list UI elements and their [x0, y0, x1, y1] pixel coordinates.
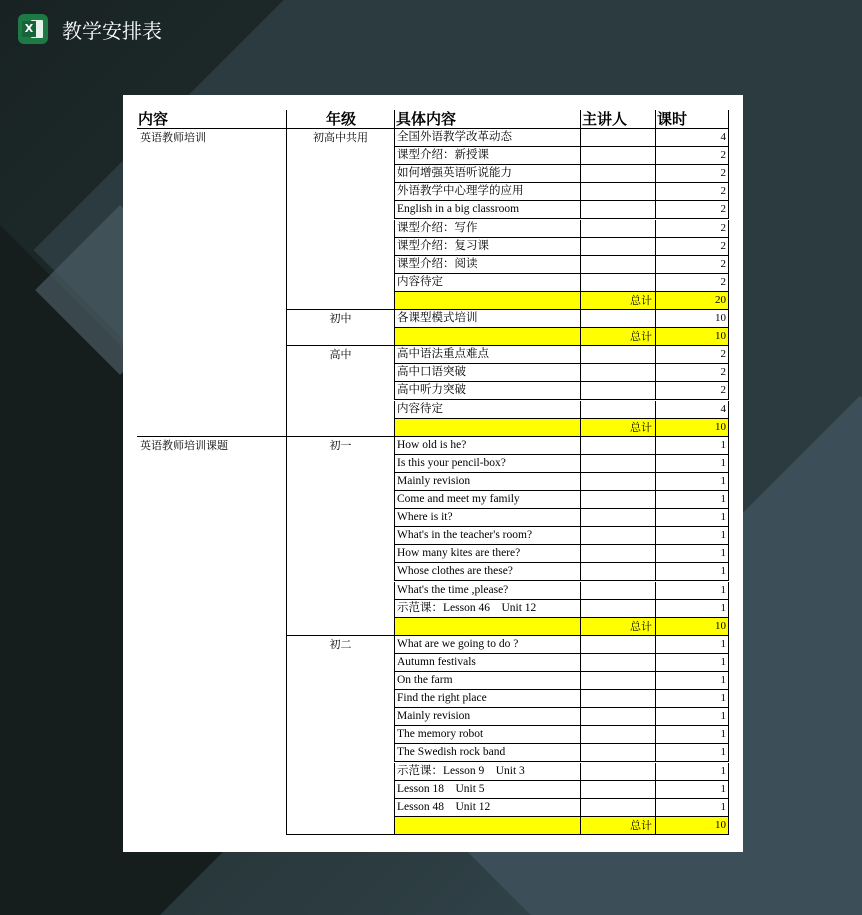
- subtotal-detail: [394, 419, 580, 437]
- table-row-detail: 内容待定: [394, 401, 580, 419]
- table-row-speaker: [580, 600, 655, 618]
- subtotal-label: 总计: [580, 328, 655, 346]
- table-row-detail: Find the right place: [394, 690, 580, 708]
- subtotal-label: 总计: [580, 292, 655, 310]
- table-row-speaker: [580, 382, 655, 400]
- table-row-speaker: [580, 491, 655, 509]
- table-row-hours: 1: [655, 491, 729, 509]
- table-row-hours: 1: [655, 708, 729, 726]
- table-row-hours: 2: [655, 165, 729, 183]
- table-row-detail: What's the time ,please?: [394, 582, 580, 600]
- table-row-speaker: [580, 708, 655, 726]
- table-row-speaker: [580, 672, 655, 690]
- table-row-detail: What are we going to do ?: [394, 636, 580, 654]
- grade-level: 高中: [286, 346, 394, 437]
- table-row-detail: On the farm: [394, 672, 580, 690]
- subtotal-detail: [394, 618, 580, 636]
- table-row-hours: 1: [655, 799, 729, 817]
- table-row-detail: 示范课：Lesson 9 Unit 3: [394, 763, 580, 781]
- table-row-speaker: [580, 654, 655, 672]
- table-row-hours: 2: [655, 274, 729, 292]
- table-row-hours: 2: [655, 256, 729, 274]
- table-row-hours: 1: [655, 690, 729, 708]
- table-row-hours: 1: [655, 545, 729, 563]
- table-row-detail: 课型介绍：新授课: [394, 147, 580, 165]
- table-row-speaker: [580, 582, 655, 600]
- table-row-detail: What's in the teacher's room?: [394, 527, 580, 545]
- table-row-speaker: [580, 799, 655, 817]
- table-row-hours: 4: [655, 129, 729, 147]
- table-row-speaker: [580, 220, 655, 238]
- table-row-detail: Where is it?: [394, 509, 580, 527]
- table-row-speaker: [580, 763, 655, 781]
- table-row-speaker: [580, 690, 655, 708]
- table-row-hours: 1: [655, 672, 729, 690]
- table-row-detail: How old is he?: [394, 437, 580, 455]
- subtotal-label: 总计: [580, 618, 655, 636]
- table-row-speaker: [580, 364, 655, 382]
- header-content: 内容: [137, 110, 286, 129]
- header-speaker: 主讲人: [580, 110, 655, 129]
- table-row-detail: 高中听力突破: [394, 382, 580, 400]
- table-row-hours: 2: [655, 238, 729, 256]
- subtotal-hours: 10: [655, 618, 729, 636]
- table-row-detail: Mainly revision: [394, 708, 580, 726]
- table-row-speaker: [580, 563, 655, 581]
- subtotal-hours: 20: [655, 292, 729, 310]
- table-row-detail: Is this your pencil-box?: [394, 455, 580, 473]
- table-row-hours: 2: [655, 346, 729, 364]
- table-row-hours: 1: [655, 726, 729, 744]
- grade-level: 初二: [286, 636, 394, 835]
- table-row-speaker: [580, 726, 655, 744]
- table-row-hours: 1: [655, 654, 729, 672]
- table-row-speaker: [580, 473, 655, 491]
- table-row-hours: 1: [655, 763, 729, 781]
- table-row-detail: 各课型模式培训: [394, 310, 580, 328]
- table-row-detail: 课型介绍：写作: [394, 220, 580, 238]
- table-row-detail: Whose clothes are these?: [394, 563, 580, 581]
- table-row-detail: 内容待定: [394, 274, 580, 292]
- subtotal-detail: [394, 817, 580, 835]
- table-row-hours: 1: [655, 600, 729, 618]
- table-row-hours: 10: [655, 310, 729, 328]
- table-row-speaker: [580, 165, 655, 183]
- table-row-speaker: [580, 509, 655, 527]
- table-row-hours: 2: [655, 220, 729, 238]
- table-row-speaker: [580, 129, 655, 147]
- header-grade: 年级: [286, 110, 394, 129]
- table-row-detail: The Swedish rock band: [394, 744, 580, 762]
- header-detail: 具体内容: [394, 110, 580, 129]
- table-row-detail: 课型介绍：复习课: [394, 238, 580, 256]
- table-row-hours: 1: [655, 563, 729, 581]
- table-row-speaker: [580, 781, 655, 799]
- table-row-hours: 1: [655, 744, 729, 762]
- subtotal-hours: 10: [655, 817, 729, 835]
- table-row-speaker: [580, 346, 655, 364]
- table-row-hours: 2: [655, 147, 729, 165]
- category-label: 英语教师培训课题: [140, 438, 228, 452]
- table-row-hours: 2: [655, 201, 729, 219]
- table-row-hours: 1: [655, 473, 729, 491]
- table-row-detail: 高中口语突破: [394, 364, 580, 382]
- table-row-detail: 全国外语教学改革动态: [394, 129, 580, 147]
- table-row-hours: 4: [655, 401, 729, 419]
- table-row-speaker: [580, 744, 655, 762]
- table-row-speaker: [580, 183, 655, 201]
- table-row-speaker: [580, 455, 655, 473]
- table-row-hours: 1: [655, 582, 729, 600]
- table-row-detail: Mainly revision: [394, 473, 580, 491]
- table-row-hours: 2: [655, 183, 729, 201]
- table-row-hours: 1: [655, 527, 729, 545]
- table-row-speaker: [580, 437, 655, 455]
- table-row-detail: 如何增强英语听说能力: [394, 165, 580, 183]
- table-row-hours: 1: [655, 509, 729, 527]
- table-row-speaker: [580, 545, 655, 563]
- subtotal-hours: 10: [655, 419, 729, 437]
- grade-level: 初一: [286, 437, 394, 636]
- table-row-speaker: [580, 401, 655, 419]
- table-row-speaker: [580, 274, 655, 292]
- table-row-detail: 高中语法重点难点: [394, 346, 580, 364]
- category-label: 英语教师培训: [137, 129, 286, 437]
- table-row-speaker: [580, 147, 655, 165]
- subtotal-label: 总计: [580, 817, 655, 835]
- table-row-hours: 1: [655, 636, 729, 654]
- spreadsheet-page: [123, 95, 743, 852]
- table-row-detail: English in a big classroom: [394, 201, 580, 219]
- table-row-hours: 1: [655, 437, 729, 455]
- table-row-speaker: [580, 201, 655, 219]
- table-row-speaker: [580, 256, 655, 274]
- table-row-detail: Lesson 18 Unit 5: [394, 781, 580, 799]
- table-row-speaker: [580, 310, 655, 328]
- table-row-detail: How many kites are there?: [394, 545, 580, 563]
- table-row-speaker: [580, 636, 655, 654]
- table-row-detail: The memory robot: [394, 726, 580, 744]
- grade-level: 初高中共用: [286, 129, 394, 310]
- table-row-detail: Lesson 48 Unit 12: [394, 799, 580, 817]
- subtotal-detail: [394, 292, 580, 310]
- page-title: 教学安排表: [62, 18, 162, 43]
- subtotal-detail: [394, 328, 580, 346]
- table-row-hours: 1: [655, 781, 729, 799]
- table-row-detail: 外语教学中心理学的应用: [394, 183, 580, 201]
- table-row-hours: 1: [655, 455, 729, 473]
- table-row-hours: 2: [655, 382, 729, 400]
- table-row-speaker: [580, 527, 655, 545]
- table-row-hours: 2: [655, 364, 729, 382]
- table-row-speaker: [580, 238, 655, 256]
- table-row-detail: Autumn festivals: [394, 654, 580, 672]
- excel-icon: X: [18, 14, 48, 44]
- table-row-detail: 课型介绍：阅读: [394, 256, 580, 274]
- header: [18, 12, 162, 46]
- grade-level: 初中: [286, 310, 394, 346]
- subtotal-label: 总计: [580, 419, 655, 437]
- header-hours: 课时: [655, 110, 729, 129]
- table-row-detail: Come and meet my family: [394, 491, 580, 509]
- subtotal-hours: 10: [655, 328, 729, 346]
- table-row-detail: 示范课：Lesson 46 Unit 12: [394, 600, 580, 618]
